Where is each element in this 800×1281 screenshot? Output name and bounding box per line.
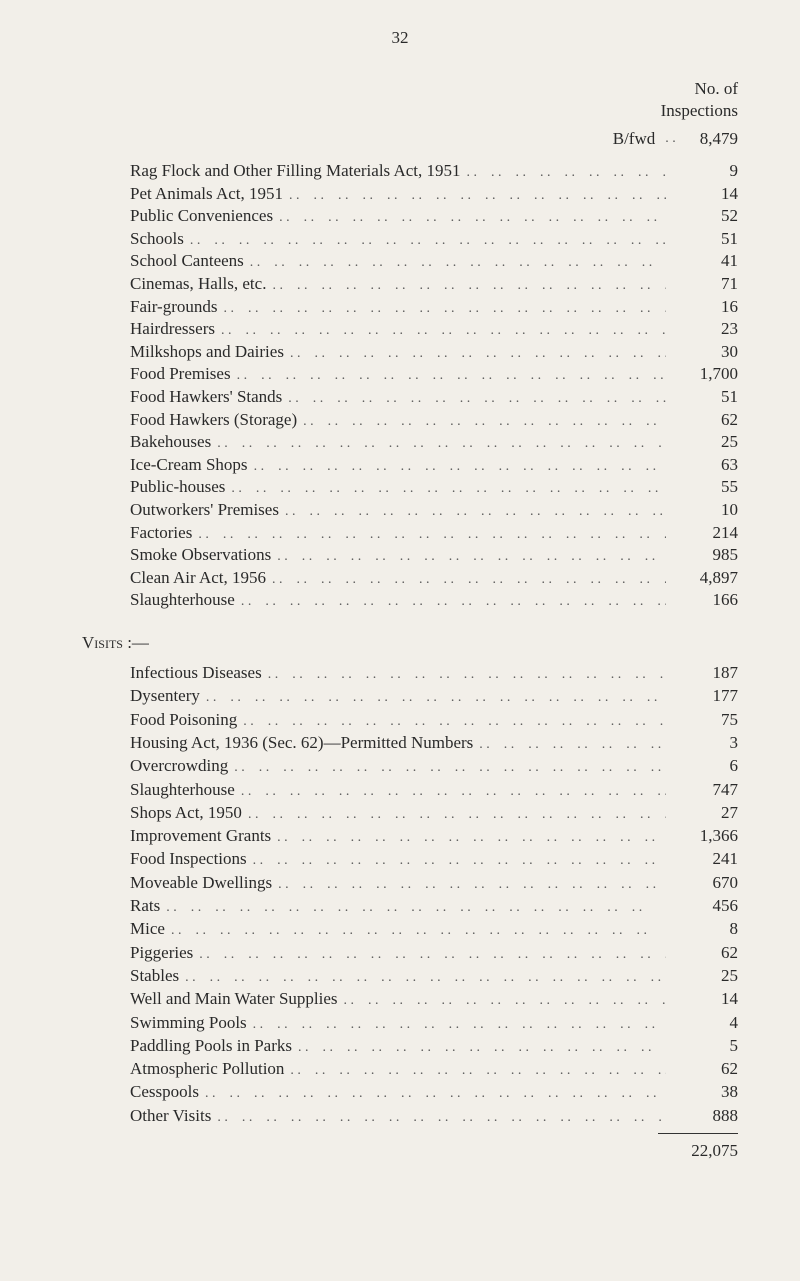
- table-row: [130, 318, 738, 340]
- table-row: [130, 918, 738, 940]
- row-value: 51: [721, 228, 738, 248]
- row-label: Slaughterhouse: [130, 779, 235, 799]
- row-label: Rag Flock and Other Filling Materials Act, 1951: [130, 161, 461, 180]
- row-label: Hairdressers: [130, 319, 215, 339]
- row-value: 62: [721, 1059, 738, 1079]
- row-value: 14: [721, 989, 738, 1009]
- row-label: Food Poisoning: [130, 709, 238, 729]
- row-value: 55: [721, 477, 738, 497]
- leader-dots: [234, 757, 666, 779]
- leader-dots: [198, 524, 666, 546]
- row-value: 51: [721, 387, 738, 406]
- table-row: [130, 431, 738, 453]
- row-label: Slaughterhouse: [130, 590, 235, 610]
- row-label: Housing Act, 1936 (Sec. 62)—Permitted Numbers: [130, 732, 474, 752]
- table-row: [130, 1012, 738, 1034]
- leader-dots: [479, 734, 666, 756]
- row-value: 3: [729, 732, 738, 752]
- table-row: [130, 499, 738, 521]
- leader-dots: [278, 874, 666, 896]
- leader-dots: [231, 478, 666, 500]
- table-row: [130, 685, 738, 707]
- row-value: 4,897: [699, 567, 738, 587]
- leader-dots: [190, 230, 666, 252]
- brought-forward-label: B/fwd: [612, 129, 656, 148]
- row-label: Public Conveniences: [130, 206, 274, 226]
- leader-dots: [241, 781, 666, 803]
- table-row: [130, 228, 738, 250]
- row-label: Milkshops and Dairies: [130, 341, 284, 361]
- row-label: Ice-Cream Shops: [130, 454, 248, 474]
- leader-dots: [285, 501, 666, 523]
- row-value: 4: [729, 1012, 738, 1032]
- row-value: 10: [721, 500, 738, 519]
- table-row: [130, 1035, 738, 1057]
- row-label: Paddling Pools in Parks: [130, 1035, 292, 1055]
- row-label: Clean Air Act, 1956: [130, 567, 266, 587]
- row-label: Mice: [130, 919, 165, 939]
- row-label: Overcrowding: [130, 756, 229, 776]
- table-row: [130, 662, 738, 684]
- table-row: [130, 409, 738, 431]
- row-value: 38: [721, 1082, 738, 1102]
- leader-dots: [253, 1014, 666, 1036]
- table-row: [130, 205, 738, 227]
- row-value: 25: [721, 965, 738, 985]
- row-value: 75: [721, 709, 738, 729]
- row-label: Well and Main Water Supplies: [130, 989, 338, 1009]
- row-label: Factories: [130, 522, 193, 542]
- row-label: Shops Act, 1950: [130, 802, 242, 822]
- row-label: Piggeries: [130, 942, 194, 962]
- leader-dots: [241, 591, 666, 613]
- leader-dots: [217, 1107, 666, 1129]
- leader-dots: [288, 388, 666, 410]
- row-value: 14: [721, 183, 738, 203]
- table-row: [130, 296, 738, 318]
- table-row: [130, 341, 738, 363]
- table-row: [130, 1105, 738, 1127]
- leader-dots: [237, 365, 666, 387]
- row-value: 63: [721, 454, 738, 474]
- table-row: [130, 273, 738, 295]
- row-value: 8: [729, 919, 738, 939]
- leader-dots: [268, 664, 666, 686]
- table-row: [130, 942, 738, 964]
- leader-dots: [221, 320, 666, 342]
- leader-dots: [303, 411, 666, 433]
- leader-dots: [205, 1083, 666, 1105]
- leader-dots: [243, 711, 666, 733]
- leader-dots: [467, 162, 666, 184]
- table-row: [130, 895, 738, 917]
- table-row: [130, 965, 738, 987]
- row-label: Cesspools: [130, 1082, 199, 1102]
- row-label: Cinemas, Halls, etc.: [130, 274, 267, 293]
- table-row: [130, 848, 738, 870]
- table-row: [130, 454, 738, 476]
- row-label: Food Premises: [130, 364, 231, 384]
- row-value: 16: [721, 296, 738, 316]
- row-label: Smoke Observations: [130, 545, 272, 565]
- table-row: [130, 476, 738, 498]
- table-row: [130, 709, 738, 731]
- table-row: [130, 544, 738, 566]
- row-label: Food Hawkers (Storage): [130, 409, 298, 429]
- table-row: [130, 363, 738, 385]
- leader-dots: [298, 1037, 666, 1059]
- row-label: Swimming Pools: [130, 1012, 247, 1032]
- table-row: [130, 1081, 738, 1103]
- leader-dots: [217, 433, 666, 455]
- table-row: [130, 160, 738, 182]
- leader-dots: [272, 569, 666, 591]
- visits-heading: Visits :—: [82, 633, 149, 652]
- row-value: 6: [729, 756, 738, 776]
- row-value: 41: [721, 251, 738, 271]
- row-value: 888: [712, 1105, 738, 1125]
- leader-dots: [277, 546, 666, 568]
- leader-dots: [199, 944, 666, 966]
- total-rule: [658, 1133, 738, 1134]
- column-header: [661, 78, 738, 122]
- leader-dots: [253, 850, 666, 872]
- page-number: 32: [391, 28, 409, 47]
- grand-total: 22,075: [691, 1141, 738, 1160]
- leader-dots: [289, 185, 666, 207]
- row-value: 5: [729, 1035, 738, 1055]
- row-value: 23: [721, 319, 738, 339]
- row-label: Rats: [130, 896, 161, 915]
- table-row: [130, 250, 738, 272]
- row-label: Moveable Dwellings: [130, 872, 273, 892]
- table-row: [130, 779, 738, 801]
- row-label: Public-houses: [130, 477, 226, 497]
- row-value: 214: [712, 522, 738, 542]
- row-value: 27: [721, 802, 738, 822]
- row-value: 52: [721, 206, 738, 226]
- row-value: 670: [712, 872, 738, 892]
- leader-dots: [344, 990, 666, 1012]
- row-label: Dysentery: [130, 686, 200, 706]
- row-value: 1,700: [699, 364, 738, 384]
- leader-dots: [166, 897, 666, 919]
- row-value: 62: [721, 942, 738, 962]
- table-row: [130, 872, 738, 894]
- leader-dots: [185, 967, 666, 989]
- leader-dots: [290, 343, 666, 365]
- leader-dots: [277, 827, 666, 849]
- table-row: [130, 183, 738, 205]
- leader-dots: [254, 456, 666, 478]
- row-label: Infectious Diseases: [130, 663, 262, 682]
- row-value: 71: [721, 274, 738, 293]
- row-label: Food Hawkers' Stands: [130, 387, 283, 406]
- leader-dots: . .: [665, 131, 676, 146]
- row-label: Bakehouses: [130, 432, 212, 452]
- row-label: Improvement Grants: [130, 826, 272, 846]
- brought-forward-value: 8,479: [699, 129, 738, 148]
- leader-dots: [272, 275, 666, 297]
- row-label: School Canteens: [130, 251, 244, 271]
- row-value: 456: [712, 896, 738, 915]
- row-label: Outworkers' Premises: [130, 500, 279, 519]
- leader-dots: [223, 298, 666, 320]
- row-label: Fair-grounds: [130, 296, 218, 316]
- row-value: 747: [712, 779, 738, 799]
- leader-dots: [248, 804, 666, 826]
- table-row: [130, 522, 738, 544]
- row-value: 241: [712, 849, 738, 869]
- column-header-line1: No. of: [694, 79, 738, 98]
- row-value: 177: [712, 686, 738, 706]
- column-header-line2: Inspections: [660, 101, 738, 120]
- table-row: [130, 732, 738, 754]
- row-value: 9: [729, 161, 738, 180]
- leader-dots: [206, 687, 666, 709]
- row-value: 62: [721, 409, 738, 429]
- row-label: Schools: [130, 228, 184, 248]
- table-row: [130, 802, 738, 824]
- row-value: 30: [721, 341, 738, 361]
- row-label: Pet Animals Act, 1951: [130, 183, 283, 203]
- leader-dots: [171, 920, 666, 942]
- table-row: [130, 988, 738, 1010]
- table-row: [130, 386, 738, 408]
- row-value: 25: [721, 432, 738, 452]
- row-value: 166: [712, 590, 738, 610]
- row-label: Atmospheric Pollution: [130, 1059, 285, 1079]
- leader-dots: [279, 207, 666, 229]
- row-value: 1,366: [699, 826, 738, 846]
- table-row: [130, 1058, 738, 1080]
- table-row: [130, 567, 738, 589]
- row-label: Food Inspections: [130, 849, 247, 869]
- table-row: [130, 589, 738, 611]
- row-value: 187: [712, 663, 738, 682]
- row-label: Other Visits: [130, 1105, 212, 1125]
- table-row: [130, 755, 738, 777]
- leader-dots: [250, 252, 666, 274]
- brought-forward-row: [613, 128, 738, 150]
- row-label: Stables: [130, 965, 180, 985]
- leader-dots: [290, 1060, 666, 1082]
- table-row: [130, 825, 738, 847]
- row-value: 985: [712, 545, 738, 565]
